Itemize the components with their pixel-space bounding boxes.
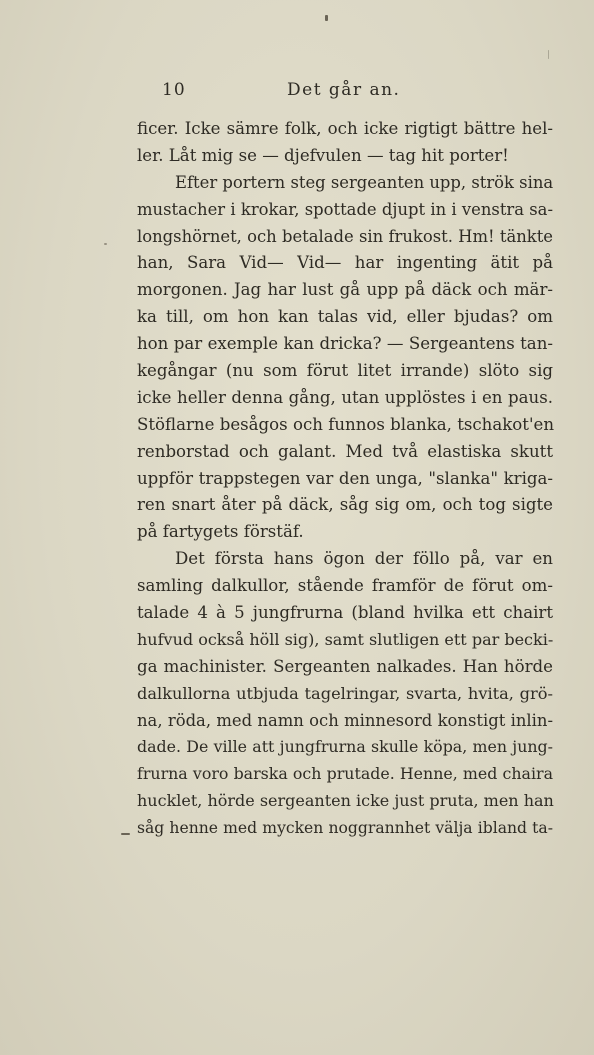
running-header [140, 80, 552, 106]
body-text [137, 116, 553, 842]
text-line: kegångar (nu som förut litet irrande) slöto sig [137, 361, 553, 381]
text-line: hucklet, hörde sergeanten icke just pruta, men han [137, 791, 554, 811]
text-line: ficer. Icke sämre folk, och icke rigtigt bättre hel- [137, 119, 553, 138]
text-line: Det första hans ögon der föllo på, var en [175, 549, 553, 569]
text-line: icke heller denna gång, utan upplöstes i en paus. [137, 387, 553, 407]
text-line: Efter portern steg sergeanten upp, strök sina [175, 172, 554, 192]
page-number: 10 [162, 80, 186, 100]
text-line: renborstad och galant. Med två elastiska skutt [137, 441, 553, 461]
text-line: såg henne med mycken noggrannhet välja ibland ta- [137, 819, 553, 838]
text-line: talade 4 à 5 jungfrurna (bland hvilka ett chairt [137, 603, 553, 623]
text-line: hufvud också höll sig), samt slutligen ett par becki- [137, 629, 554, 649]
text-line: ren snart åter på däck, såg sig om, och tog sigte [137, 495, 553, 515]
text-line: samling dalkullor, stående framför de förut om- [137, 576, 553, 596]
text-line: ga machinister. Sergeanten nalkades. Han hörde [137, 656, 553, 676]
text-line: mustacher i krokar, spottade djupt in i venstra sa- [137, 199, 553, 219]
text-line: frurna voro barska och prutade. Henne, med chaira [137, 764, 553, 784]
text-line: ka till, om hon kan talas vid, eller bjudas? om [137, 307, 553, 327]
text-line: Stöflarne besågos och funnos blanka, tschakot'en [137, 414, 555, 434]
text-line: på fartygets förstäf. [137, 522, 304, 542]
running-title: Det går an. [287, 80, 401, 100]
text-line: longshörnet, och betalade sin frukost. Hm! tänkte [137, 226, 553, 246]
text-line: na, röda, med namn och minnesord konstigt inlin- [137, 710, 553, 730]
margin-dash [121, 833, 130, 835]
ink-speck [325, 15, 328, 21]
text-line: dade. De ville att jungfrurna skulle köpa, men jung- [137, 737, 553, 757]
text-line: uppför trappstegen var den unga, "slanka" kriga- [137, 468, 553, 488]
text-line: han, Sara Vid— Vid— har ingenting ätit på [137, 253, 553, 273]
ink-speck [548, 50, 549, 59]
text-line: ler. Låt mig se — djefvulen — tag hit porter! [137, 145, 509, 165]
text-line: morgonen. Jag har lust gå upp på däck och mär- [137, 280, 553, 300]
text-line: hon par exemple kan dricka? — Sergeantens tan- [137, 334, 553, 354]
text-line: dalkullorna utbjuda tagelringar, svarta, hvita, grö- [137, 683, 553, 703]
margin-dash [104, 243, 107, 245]
